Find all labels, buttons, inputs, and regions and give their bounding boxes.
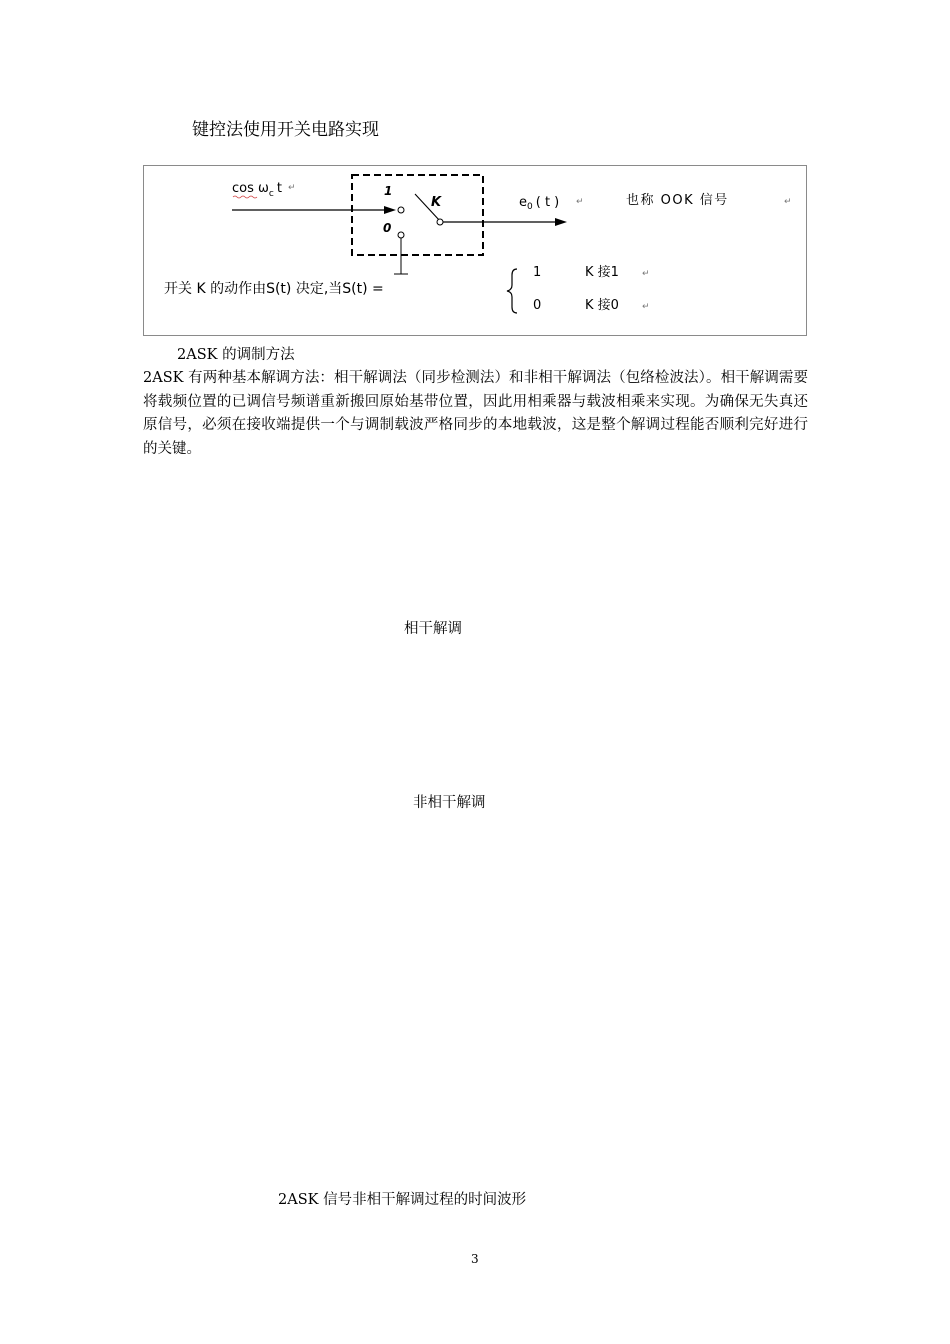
svg-text:↵: ↵ [288, 183, 296, 193]
output-signal-label: $e_0$ ( t ) [519, 195, 560, 212]
case-1-text: K 接1 [585, 265, 619, 280]
case-0-text: K 接0 [585, 298, 619, 313]
waveform-caption: 2ASK 信号非相干解调过程的时间波形 [278, 1192, 527, 1208]
section-heading: 键控法使用开关电路实现 [192, 120, 379, 140]
input-signal-label: $\cos \omega_c$ t [232, 181, 282, 199]
switch-dashed-box [352, 175, 483, 255]
switch-k-label: K [431, 195, 442, 210]
coherent-demod-label: 相干解调 [404, 621, 462, 637]
contact-1-label: 1 [384, 184, 393, 198]
svg-text:↵: ↵ [784, 197, 792, 207]
svg-text:↵: ↵ [642, 302, 650, 312]
spell-underline [233, 196, 257, 198]
svg-text:↵: ↵ [576, 197, 584, 207]
switch-circuit-svg [144, 166, 808, 337]
case-1-value: 1 [533, 265, 542, 280]
input-arrowhead [384, 206, 396, 214]
svg-text:↵: ↵ [642, 269, 650, 279]
page-number: 3 [471, 1252, 479, 1266]
contact-0-terminal [398, 232, 404, 238]
case-brace [507, 269, 517, 313]
switch-condition-text: 开关 K 的动作由S(t) 决定,当S(t) = [164, 281, 384, 297]
noncoherent-demod-label: 非相干解调 [413, 795, 486, 811]
case-0-value: 0 [533, 298, 542, 313]
ook-switch-diagram [143, 165, 807, 336]
modulation-caption: 2ASK 的调制方法 [177, 347, 295, 363]
demodulation-paragraph: 2ASK 有两种基本解调方法：相干解调法（同步检测法）和非相干解调法（包络检波法）。相干解调需要将载频位置的已调信号频谱重新搬回原始基带位置，因此用相乘器与载波相乘来实现。为确保无失真还原信号，必须在接收端提供一个与调制载波严格同步的本地载波，这是整个解调过程能否顺利完好进行的关键。 [143, 370, 808, 457]
switch-pivot [437, 219, 443, 225]
output-arrowhead [555, 218, 567, 226]
ook-note: 也称 OOK 信号 [626, 193, 729, 208]
contact-0-label: 0 [383, 221, 392, 235]
contact-1-terminal [398, 207, 404, 213]
